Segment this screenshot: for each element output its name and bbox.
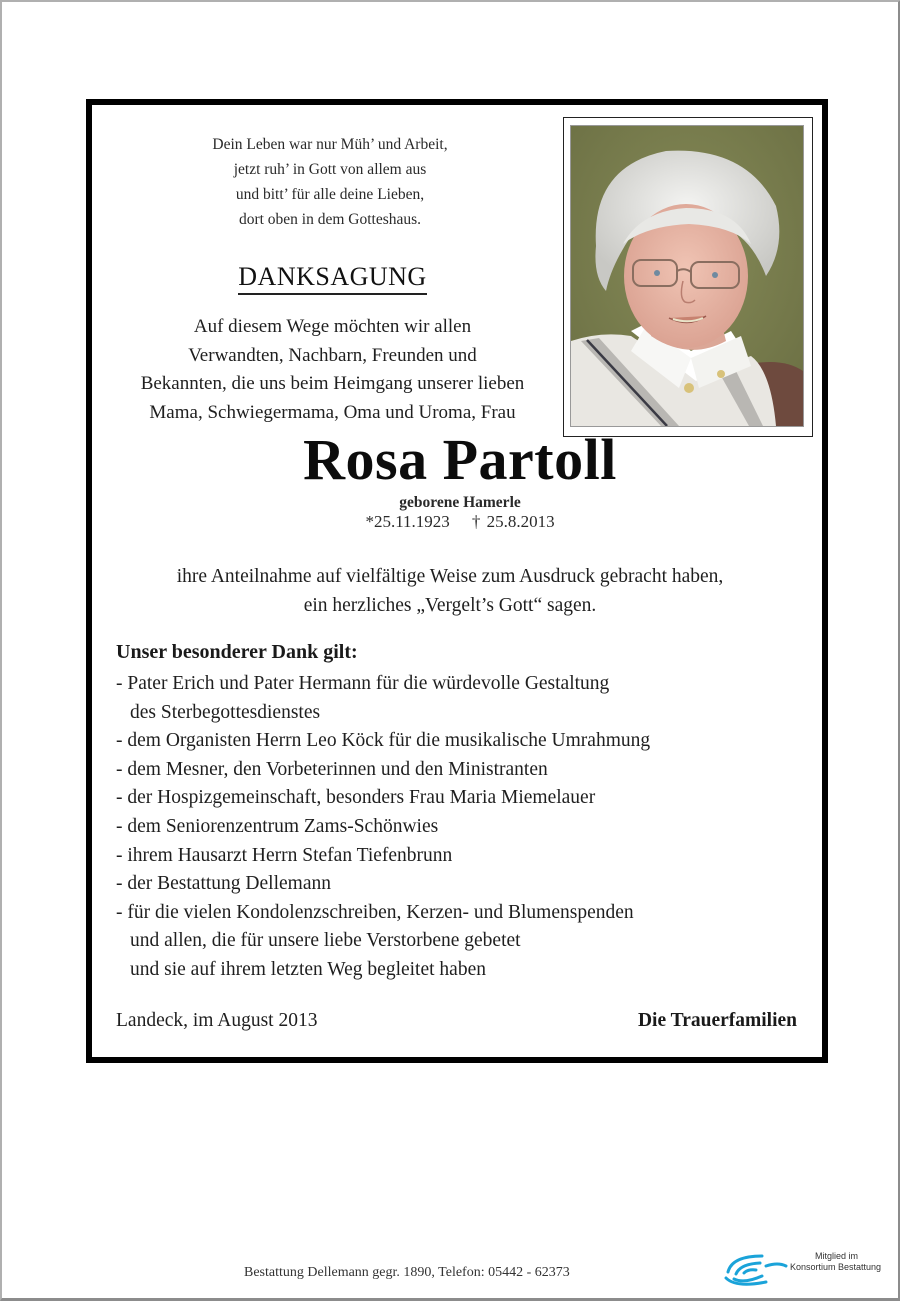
intro-line: Mama, Schwiegermama, Oma und Uroma, Frau bbox=[149, 401, 516, 423]
funeral-home-footer: Bestattung Dellemann gegr. 1890, Telefon: 05442 - 62373 bbox=[244, 1265, 570, 1280]
heading: DANKSAGUNG bbox=[238, 262, 426, 295]
portrait-illustration bbox=[571, 126, 803, 426]
poem-line: Dein Leben war nur Müh’ und Arbeit, bbox=[212, 136, 448, 153]
thanks-paragraph bbox=[100, 562, 800, 620]
list-item: - dem Organisten Herrn Leo Köck für die musikalische Umrahmung bbox=[116, 730, 651, 752]
list-item-continuation: und allen, die für unsere liebe Verstorbene gebetet bbox=[130, 930, 521, 952]
membership-line: Konsortium Bestattung bbox=[790, 1262, 882, 1272]
membership-text bbox=[790, 1251, 882, 1273]
birth-date: *25.11.1923 bbox=[365, 512, 450, 531]
portrait-photo bbox=[571, 126, 803, 426]
list-item: - ihrem Hausarzt Herrn Stefan Tiefenbrunn bbox=[116, 844, 453, 866]
list-item: - Pater Erich und Pater Hermann für die würdevolle Gestaltung bbox=[116, 673, 610, 694]
poem-line: jetzt ruh’ in Gott von allem aus bbox=[233, 161, 427, 178]
membership-line: Mitglied im bbox=[814, 1251, 858, 1261]
list-item: - dem Seniorenzentrum Zams-Schönwies bbox=[116, 815, 439, 837]
list-item-continuation: und sie auf ihrem letzten Weg begleitet haben bbox=[130, 958, 486, 980]
list-item: - dem Mesner, den Vorbeterinnen und den Ministranten bbox=[116, 758, 548, 780]
special-thanks-list bbox=[116, 670, 756, 985]
maiden-name: geborene Hamerle bbox=[399, 494, 521, 511]
list-item: - der Bestattung Dellemann bbox=[116, 873, 331, 895]
intro-line: Auf diesem Wege möchten wir allen bbox=[193, 316, 472, 337]
place-date: Landeck, im August 2013 bbox=[116, 1010, 318, 1031]
life-dates bbox=[300, 512, 620, 532]
poem-line: und bitt’ für alle deine Lieben, bbox=[235, 186, 425, 203]
special-thanks-title: Unser besonderer Dank gilt: bbox=[116, 641, 358, 663]
intro-line: Bekannten, die uns beim Heimgang unserer lieben bbox=[140, 373, 525, 394]
list-item-continuation: des Sterbegottesdienstes bbox=[130, 701, 321, 723]
signature: Die Trauerfamilien bbox=[637, 1010, 797, 1031]
intro-line: Verwandten, Nachbarn, Freunden und bbox=[188, 344, 477, 366]
deceased-name: Rosa Partoll bbox=[303, 427, 617, 492]
intro-paragraph bbox=[100, 313, 565, 427]
thanks-line: ihre Anteilnahme auf vielfältige Weise zum Ausdruck gebracht haben, bbox=[176, 566, 724, 587]
thanks-line: ein herzliches „Vergelt’s Gott“ sagen. bbox=[303, 595, 597, 616]
heading-container bbox=[100, 262, 565, 292]
death-date: † 25.8.2013 bbox=[471, 512, 555, 531]
poem bbox=[170, 132, 490, 232]
list-item: - für die vielen Kondolenzschreiben, Kerzen- und Blumenspenden bbox=[116, 901, 634, 923]
list-item: - der Hospizgemeinschaft, besonders Frau Maria Miemelauer bbox=[116, 787, 596, 809]
poem-line: dort oben in dem Gotteshaus. bbox=[238, 211, 422, 228]
